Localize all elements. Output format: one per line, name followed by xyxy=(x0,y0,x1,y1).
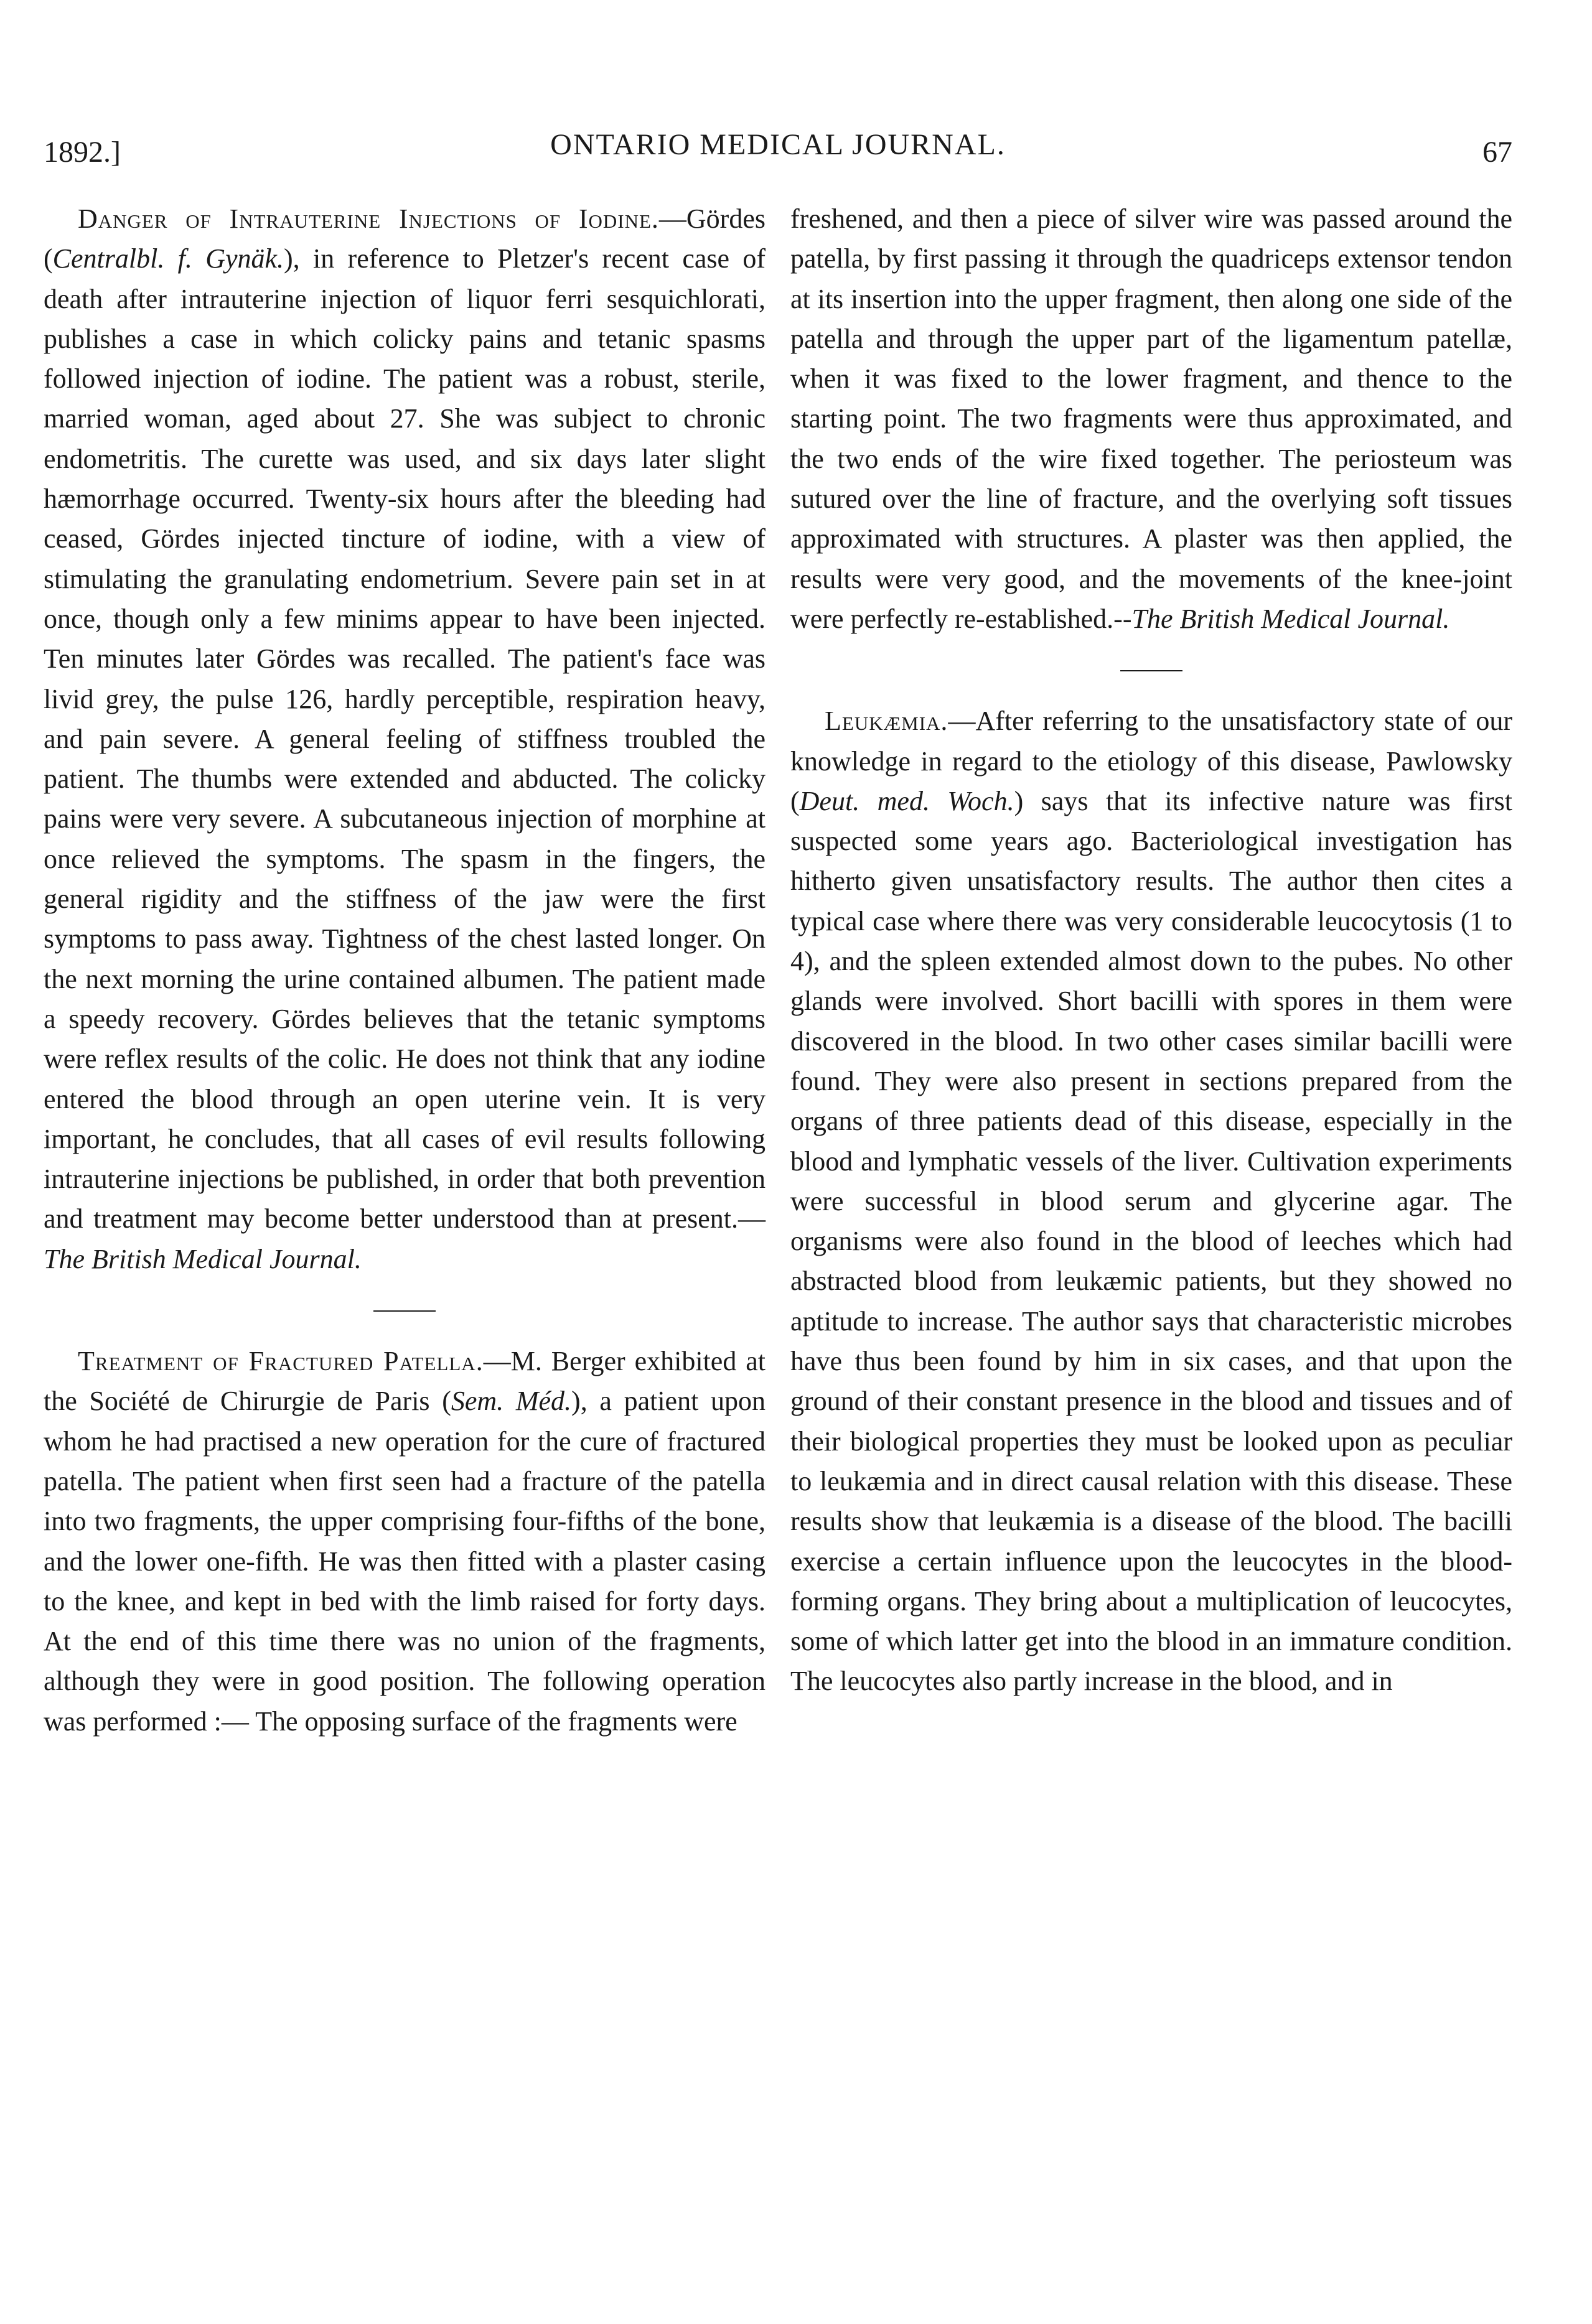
article-heading-patella: Treatment of Fractured Patella. xyxy=(78,1346,484,1377)
source-citation: The British Medical Journal. xyxy=(1131,603,1450,634)
citation: Sem. Méd. xyxy=(451,1386,572,1417)
page-year: 1892.] xyxy=(44,136,121,169)
left-column xyxy=(44,199,766,1742)
citation: Deut. med. Woch. xyxy=(799,785,1014,816)
article-text: ), in reference to Pletzer's recent case of death after intrauterine injection of liquor ferri sesquichlorati, publishes a case in which colicky pains and tetanic spasms followed injection of iodine. The patient was a robust, sterile, married woman, aged about 27. She was subject to chronic endometritis. The curette was used, and six days later slight hæmorrhage occurred. Twenty-six hours after the bleeding had ceased, Gördes injected tincture of iodine, with a view of stimulating the granulating endometrium. Severe pain set in at once, though only a few minims appear to have been injected. Ten minutes later Gördes was recalled. The patient's face was livid grey, the pulse 126, hardly perceptible, respiration heavy, and pain severe. A general feeling of stiffness troubled the patient. The thumbs were extended and abducted. The colicky pains were very severe. A subcutaneous injection of morphine at once relieved the symptoms. The spasm in the fingers, the general rigidity and the stiffness of the jaw were the first symptoms to pass away. Tightness of the chest lasted longer. On the next morning the urine contained albumen. The patient made a speedy recovery. Gördes believes that the tetanic symptoms were reflex results of the colic. He does not think that any iodine entered the blood through an open uterine vein. It is very important, he concludes, that all cases of evil results following intrauterine injections be published, in order that both prevention and treatment may become better understood than at present.— xyxy=(44,243,766,1234)
article-text: ), a patient upon whom he had practised a new operation for the cure of fractured patella. The patient when first seen had a fracture of the patella into two fragments, the upper comprising four-fifths of the bone, and the lower one-fifth. He was then fitted with a plaster casing to the knee, and kept in bed with the limb raised for forty days. At the end of this time there was no union of the fragments, although they were in good position. The following operation was performed :— The opposing surface of the fragments were xyxy=(44,1386,766,1737)
article-text: freshened, and then a piece of silver wire was passed around the patella, by first passing it through the quadriceps extensor tendon at its insertion into the upper fragment, then along one side of the patella and through the upper part of the ligamentum patellæ, when it was fixed to the lower fragment, and thence to the starting point. The two fragments were thus approximated, and the two ends of the wire fixed together. The periosteum was sutured over the line of fracture, and the overlying soft tissues approximated with structures. A plaster was then applied, the results were very good, and the movements of the knee-joint were perfectly re-established.-- xyxy=(790,203,1512,634)
article-text: ) says that its infective nature was first suspected some years ago. Bacteriological investigation has hitherto given unsatisfactory results. The author then cites a typical case where there was very considerable leucocytosis (1 to 4), and the spleen extended almost down to the pubes. No other glands were involved. Short bacilli with spores in them were discovered in the blood. In two other cases similar bacilli were found. They were also present in sections prepared from the organs of three patients dead of this disease, especially in the blood and lymphatic vessels of the liver. Cultivation experiments were successful in blood serum and glycerine agar. The organisms were also found in the blood of leeches which had abstracted blood from leukæmic patients, but they showed no aptitude to increase. The author says that characteristic microbes have thus been found by him in six cases, and that upon the ground of their constant presence in the blood and tissues and of their biological properties they must be looked upon as peculiar to leukæmia and in direct causal relation with this disease. These results show that leukæmia is a disease of the blood. The bacilli exercise a certain influence upon the leucocytes in the blood-forming organs. They bring about a multiplication of leucocytes, some of which latter get into the blood in an immature condition. The leucocytes also partly increase in the blood, and in xyxy=(790,785,1512,1697)
article-iodine xyxy=(44,199,766,1279)
running-head xyxy=(44,128,1512,171)
article-heading-iodine: Danger of Intrauterine Injections of Iodine. xyxy=(78,203,659,234)
article-text: —Gördes ( xyxy=(44,203,766,274)
right-column xyxy=(790,199,1512,1702)
article-leukaemia xyxy=(790,701,1512,1701)
journal-title: ONTARIO MEDICAL JOURNAL. xyxy=(550,128,1006,161)
article-text: —M. Berger exhibited at the Société de Chirurgie de Paris ( xyxy=(44,1346,766,1417)
section-divider xyxy=(1120,670,1182,671)
page-number: 67 xyxy=(1482,136,1512,169)
article-heading-leukaemia: Leukæmia. xyxy=(825,706,948,737)
article-patella-continued xyxy=(790,199,1512,639)
citation: Centralbl. f. Gynäk. xyxy=(52,243,284,274)
article-patella xyxy=(44,1342,766,1742)
section-divider xyxy=(373,1310,436,1312)
source-citation: The British Medical Journal. xyxy=(44,1243,362,1274)
article-text: —After referring to the unsatisfactory state of our knowledge in regard to the etiology of this disease, Pawlowsky ( xyxy=(790,706,1512,816)
